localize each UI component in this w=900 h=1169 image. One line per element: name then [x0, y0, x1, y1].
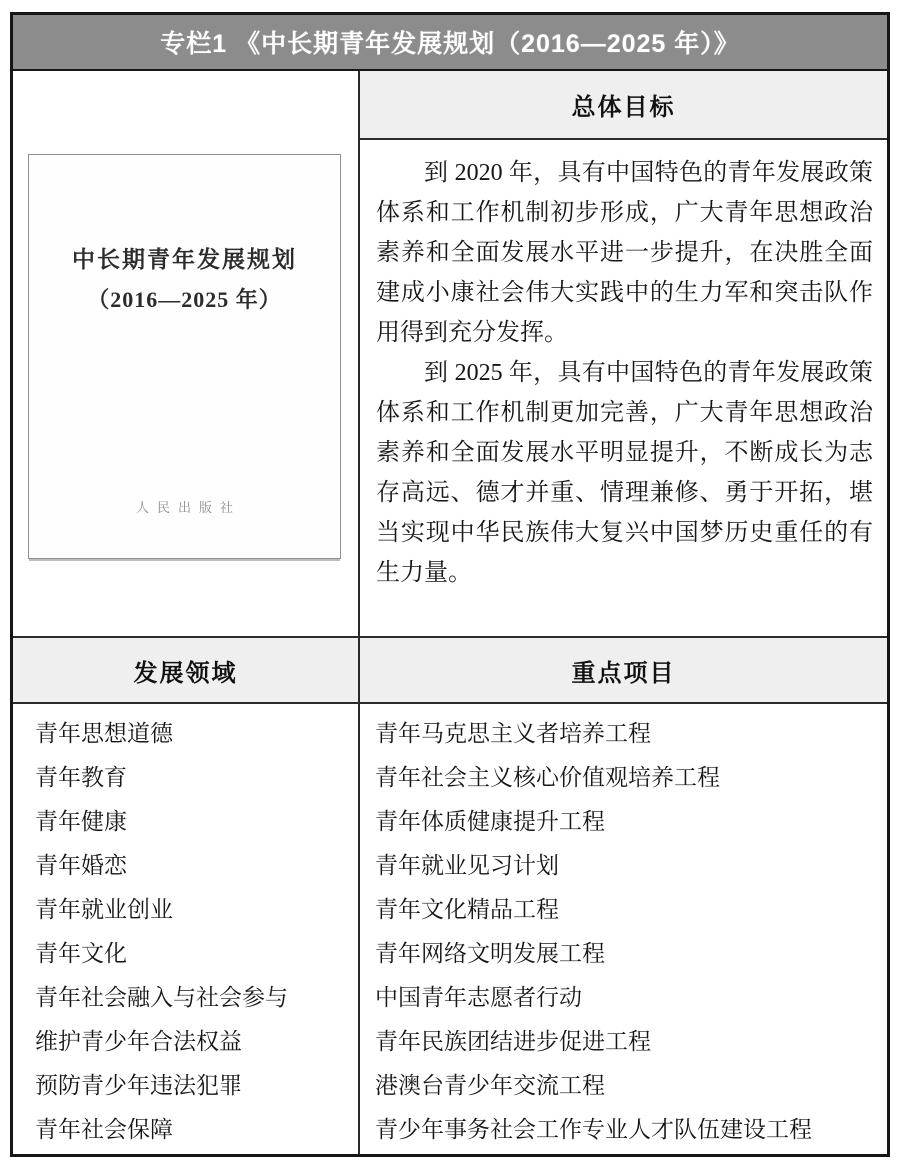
- development-area-item: 青年就业创业: [35, 897, 173, 922]
- development-area-item: 维护青少年合法权益: [35, 1029, 242, 1054]
- book-cover-title: 中长期青年发展规划: [72, 247, 297, 272]
- key-project-item: 青年网络文明发展工程: [375, 941, 605, 966]
- book-cover-subtitle: （2016—2025 年）: [87, 287, 282, 312]
- table-header-row: [13, 636, 887, 704]
- development-area-item: 青年社会融入与社会参与: [35, 985, 288, 1010]
- table-body: [13, 704, 887, 1154]
- panel-title: 专栏1 《中长期青年发展规划（2016—2025 年）》: [13, 15, 887, 71]
- book-cover: [28, 154, 341, 559]
- key-projects-list: [360, 704, 887, 1154]
- book-publisher: 人民出版社: [135, 500, 241, 515]
- key-project-item: 青年就业见习计划: [375, 853, 559, 878]
- development-area-item: 青年婚恋: [35, 853, 127, 878]
- column-panel: [10, 12, 890, 1157]
- key-project-item: 港澳台青少年交流工程: [375, 1073, 605, 1098]
- top-section: [13, 71, 887, 636]
- key-project-item: 中国青年志愿者行动: [375, 985, 582, 1010]
- development-area-item: 青年思想道德: [35, 721, 173, 746]
- goal-paragraph-2020: 到 2020 年，具有中国特色的青年发展政策体系和工作机制初步形成，广大青年思想政治素养和全面发展水平进一步提升，在决胜全面建成小康社会伟大实践中的生力军和突击队作用得到充分发挥。: [376, 160, 873, 346]
- key-project-item: 青少年事务社会工作专业人才队伍建设工程: [375, 1117, 812, 1142]
- development-area-item: 预防青少年违法犯罪: [35, 1073, 242, 1098]
- development-area-item: 青年健康: [35, 809, 127, 834]
- key-project-item: 青年民族团结进步促进工程: [375, 1029, 651, 1054]
- overall-goal-cell: [360, 71, 887, 636]
- development-area-item: 青年教育: [35, 765, 127, 790]
- goal-paragraph-2025: 到 2025 年，具有中国特色的青年发展政策体系和工作机制更加完善，广大青年思想政治素养和全面发展水平明显提升，不断成长为志存高远、德才并重、情理兼修、勇于开拓，堪当实现中华民族伟大复兴中国梦历史重任的有生力量。: [376, 360, 873, 586]
- book-title-block: [29, 155, 340, 314]
- development-area-item: 青年文化: [35, 941, 127, 966]
- column-header-key-projects: 重点项目: [571, 659, 676, 687]
- column-header-development-areas: 发展领域: [13, 638, 360, 702]
- key-project-item: 青年社会主义核心价值观培养工程: [375, 765, 720, 790]
- book-cover-cell: [13, 71, 360, 636]
- overall-goal-body: [360, 140, 887, 636]
- key-project-item: 青年文化精品工程: [375, 897, 559, 922]
- key-project-item: 青年马克思主义者培养工程: [375, 721, 651, 746]
- overall-goal-header: 总体目标: [360, 71, 887, 140]
- development-areas-list: [13, 704, 360, 1154]
- development-area-item: 青年社会保障: [35, 1117, 173, 1142]
- key-project-item: 青年体质健康提升工程: [375, 809, 605, 834]
